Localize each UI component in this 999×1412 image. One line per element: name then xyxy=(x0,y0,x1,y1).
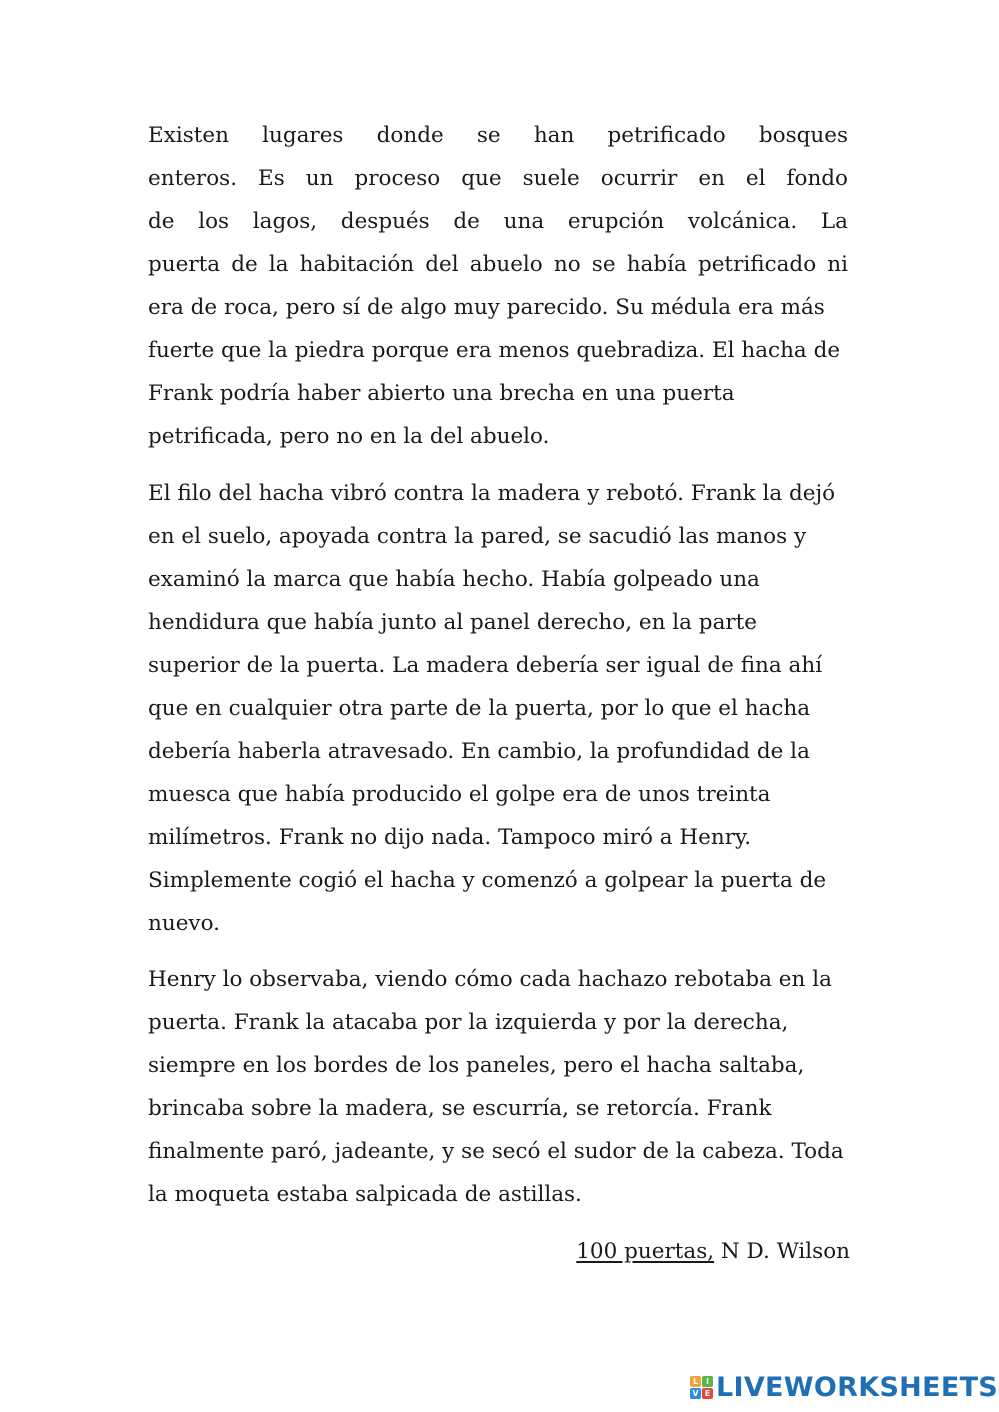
paragraph-line: debería haberla atravesado. En cambio, la profundidad de la xyxy=(148,739,810,764)
paragraph-line: milímetros. Frank no dijo nada. Tampoco miró a Henry. xyxy=(148,825,752,850)
paragraph-line: siempre en los bordes de los paneles, pero el hacha saltaba, xyxy=(148,1053,805,1078)
liveworksheets-logo[interactable] xyxy=(690,1370,998,1404)
book-title: 100 puertas, xyxy=(576,1239,715,1264)
author-name: N D. Wilson xyxy=(720,1239,850,1264)
paragraph-line: superior de la puerta. La madera debería ser igual de fina ahí xyxy=(148,653,823,678)
paragraph-line: Frank podría haber abierto una brecha en una puerta xyxy=(148,381,735,406)
paragraph-line: finalmente paró, jadeante, y se secó el sudor de la cabeza. Toda xyxy=(148,1139,844,1164)
paragraph-line: hendidura que había junto al panel derecho, en la parte xyxy=(148,610,758,635)
logo-text: LIVEWORKSHEETS xyxy=(716,1371,999,1403)
paragraph-line: Simplemente cogió el hacha y comenzó a golpear la puerta de xyxy=(148,868,827,893)
paragraph-line: brincaba sobre la madera, se escurría, se retorcía. Frank xyxy=(148,1096,772,1121)
paragraph-2 xyxy=(148,472,848,945)
paragraph-3 xyxy=(148,958,848,1216)
paragraph-line: Existen lugares donde se han petrificado bosques xyxy=(148,123,848,148)
paragraph-line: muesca que había producido el golpe era de unos treinta xyxy=(148,782,771,807)
paragraph-line: nuevo. xyxy=(148,911,220,936)
paragraph-line: en el suelo, apoyada contra la pared, se sacudió las manos y xyxy=(148,524,807,549)
paragraph-line: la moqueta estaba salpicada de astillas. xyxy=(148,1182,582,1207)
paragraph-line: fuerte que la piedra porque era menos quebradiza. El hacha de xyxy=(148,338,841,363)
paragraph-line: puerta. Frank la atacaba por la izquierda y por la derecha, xyxy=(148,1010,789,1035)
paragraph-line: El filo del hacha vibró contra la madera y rebotó. Frank la dejó xyxy=(148,481,836,506)
paragraph-line: enteros. Es un proceso que suele ocurrir en el fondo xyxy=(148,166,848,191)
paragraph-1 xyxy=(148,114,848,458)
paragraph-line: Henry lo observaba, viendo cómo cada hachazo rebotaba en la xyxy=(148,967,832,992)
paragraph-line: examinó la marca que había hecho. Había golpeado una xyxy=(148,567,760,592)
paragraph-line: que en cualquier otra parte de la puerta, por lo que el hacha xyxy=(148,696,811,721)
logo-mark-cell: V xyxy=(690,1388,701,1399)
source-citation xyxy=(576,1230,850,1273)
logo-mark-icon xyxy=(690,1376,713,1399)
logo-mark-cell: E xyxy=(702,1388,713,1399)
logo-mark-cell: L xyxy=(690,1376,701,1387)
paragraph-line: puerta de la habitación del abuelo no se había petrificado ni xyxy=(148,252,848,277)
paragraph-line: petrificada, pero no en la del abuelo. xyxy=(148,424,550,449)
paragraph-line: de los lagos, después de una erupción volcánica. La xyxy=(148,209,848,234)
logo-mark-cell: I xyxy=(702,1376,713,1387)
paragraph-line: era de roca, pero sí de algo muy parecido. Su médula era más xyxy=(148,295,825,320)
